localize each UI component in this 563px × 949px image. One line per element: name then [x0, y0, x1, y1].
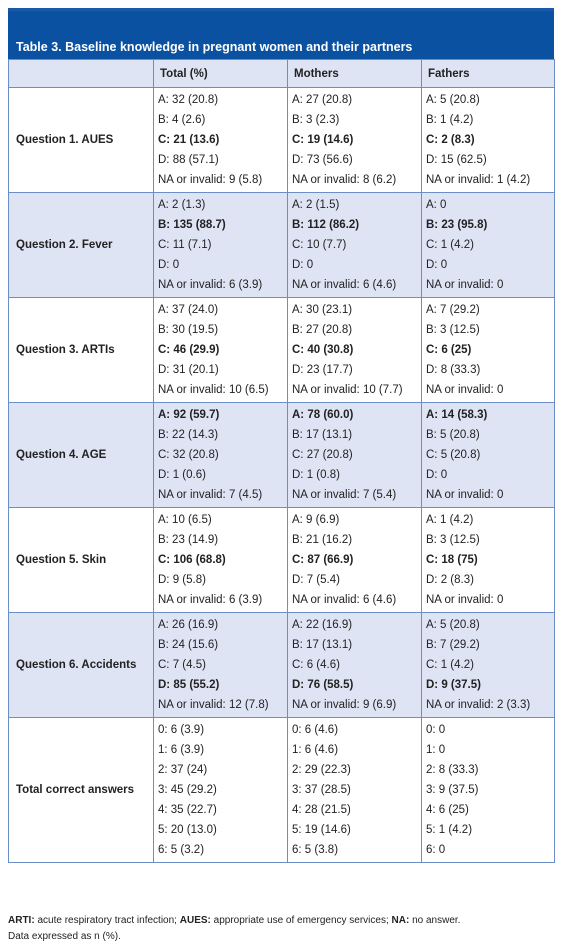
answer-value: NA or invalid: 9 (5.8)	[158, 174, 263, 186]
answer-value: NA or invalid: 0	[426, 279, 504, 291]
answer-value: A: 5 (20.8)	[426, 619, 480, 631]
cell-fathers	[422, 88, 555, 193]
answer-value: A: 7 (29.2)	[426, 304, 480, 316]
answer-value: A: 30 (23.1)	[292, 304, 353, 316]
answer-value: B: 3 (2.3)	[292, 114, 340, 126]
answer-value: NA or invalid: 12 (7.8)	[158, 699, 269, 711]
answer-value: NA or invalid: 7 (4.5)	[158, 489, 263, 501]
answer-value: 5: 1 (4.2)	[426, 824, 473, 836]
footnote-term: AUES:	[179, 915, 211, 926]
answer-value: 3: 37 (28.5)	[292, 784, 351, 796]
table-row	[9, 88, 555, 193]
answer-value: B: 4 (2.6)	[158, 114, 206, 126]
answer-value: 1: 0	[426, 744, 446, 756]
cell-total	[154, 88, 288, 193]
answer-value: D: 9 (5.8)	[158, 574, 206, 586]
table-footnote	[8, 913, 554, 945]
answer-value: C: 1 (4.2)	[426, 659, 474, 671]
answer-value: D: 2 (8.3)	[426, 574, 474, 586]
answer-value: 4: 35 (22.7)	[158, 804, 217, 816]
answer-value: B: 17 (13.1)	[292, 429, 353, 441]
correct-answer-value: C: 18 (75)	[426, 554, 478, 566]
answer-value: D: 0	[426, 469, 448, 481]
table-row	[9, 403, 555, 508]
answer-value: D: 73 (56.6)	[292, 154, 353, 166]
cell-fathers	[422, 403, 555, 508]
footnote-note: Data expressed as n (%).	[8, 931, 121, 942]
answer-value: 6: 0	[426, 844, 446, 856]
cell-mothers	[288, 403, 422, 508]
row-label: Question 4. AGE	[9, 403, 154, 508]
answer-value: 4: 6 (25)	[426, 804, 469, 816]
table-container	[8, 8, 554, 863]
cell-total	[154, 613, 288, 718]
correct-answer-value: C: 106 (68.8)	[158, 554, 226, 566]
answer-value: 0: 6 (4.6)	[292, 724, 339, 736]
answer-value: 5: 20 (13.0)	[158, 824, 217, 836]
cell-mothers	[288, 298, 422, 403]
correct-answer-value: C: 87 (66.9)	[292, 554, 354, 566]
correct-answer-value: A: 92 (59.7)	[158, 409, 220, 421]
answer-value: A: 9 (6.9)	[292, 514, 340, 526]
answer-value: NA or invalid: 6 (4.6)	[292, 279, 397, 291]
answer-value: A: 22 (16.9)	[292, 619, 353, 631]
footnote-term: NA:	[391, 915, 410, 926]
footnote-def: acute respiratory tract infection;	[34, 915, 180, 926]
table-title: Table 3. Baseline knowledge in pregnant women and their partners	[8, 11, 554, 59]
footnote-abbreviations	[8, 913, 554, 929]
answer-value: B: 30 (19.5)	[158, 324, 219, 336]
cell-total	[154, 403, 288, 508]
table-row	[9, 718, 555, 863]
footnote-def: no answer.	[409, 915, 461, 926]
answer-value: D: 0	[292, 259, 314, 271]
answer-value: 3: 9 (37.5)	[426, 784, 479, 796]
answer-value: B: 5 (20.8)	[426, 429, 480, 441]
table-row	[9, 193, 555, 298]
cell-mothers	[288, 613, 422, 718]
answer-value: B: 23 (14.9)	[158, 534, 219, 546]
correct-answer-value: C: 19 (14.6)	[292, 134, 354, 146]
cell-total	[154, 508, 288, 613]
cell-fathers	[422, 613, 555, 718]
answer-value: 1: 6 (4.6)	[292, 744, 339, 756]
answer-value: 6: 5 (3.2)	[158, 844, 205, 856]
correct-answer-value: D: 9 (37.5)	[426, 679, 481, 691]
cell-total	[154, 718, 288, 863]
answer-value: D: 31 (20.1)	[158, 364, 219, 376]
answer-value: NA or invalid: 10 (6.5)	[158, 384, 269, 396]
answer-value: NA or invalid: 0	[426, 489, 504, 501]
answer-value: B: 3 (12.5)	[426, 534, 480, 546]
answer-value: A: 27 (20.8)	[292, 94, 353, 106]
answer-value: A: 37 (24.0)	[158, 304, 219, 316]
correct-answer-value: C: 46 (29.9)	[158, 344, 220, 356]
answer-value: D: 23 (17.7)	[292, 364, 353, 376]
answer-value: NA or invalid: 0	[426, 384, 504, 396]
answer-value: B: 27 (20.8)	[292, 324, 353, 336]
answer-value: 2: 37 (24)	[158, 764, 208, 776]
answer-value: A: 10 (6.5)	[158, 514, 212, 526]
answer-value: 0: 6 (3.9)	[158, 724, 205, 736]
answer-value: D: 7 (5.4)	[292, 574, 340, 586]
answer-value: D: 1 (0.8)	[292, 469, 340, 481]
correct-answer-value: C: 40 (30.8)	[292, 344, 354, 356]
correct-answer-value: A: 14 (58.3)	[426, 409, 488, 421]
cell-total	[154, 193, 288, 298]
answer-value: B: 21 (16.2)	[292, 534, 353, 546]
answer-value: D: 88 (57.1)	[158, 154, 219, 166]
correct-answer-value: D: 85 (55.2)	[158, 679, 220, 691]
answer-value: C: 5 (20.8)	[426, 449, 481, 461]
header-mothers: Mothers	[288, 60, 422, 88]
answer-value: NA or invalid: 1 (4.2)	[426, 174, 531, 186]
answer-value: C: 32 (20.8)	[158, 449, 219, 461]
cell-fathers	[422, 718, 555, 863]
answer-value: NA or invalid: 6 (4.6)	[292, 594, 397, 606]
answer-value: 2: 29 (22.3)	[292, 764, 351, 776]
answer-value: D: 8 (33.3)	[426, 364, 481, 376]
cell-mothers	[288, 718, 422, 863]
correct-answer-value: B: 23 (95.8)	[426, 219, 488, 231]
correct-answer-value: C: 21 (13.6)	[158, 134, 220, 146]
answer-value: 5: 19 (14.6)	[292, 824, 351, 836]
answer-value: 0: 0	[426, 724, 446, 736]
header-fathers: Fathers	[422, 60, 555, 88]
answer-value: D: 0	[158, 259, 180, 271]
answer-value: D: 15 (62.5)	[426, 154, 487, 166]
answer-value: A: 0	[426, 199, 447, 211]
answer-value: B: 3 (12.5)	[426, 324, 480, 336]
table-row	[9, 298, 555, 403]
cell-fathers	[422, 193, 555, 298]
answer-value: A: 5 (20.8)	[426, 94, 480, 106]
answer-value: 6: 5 (3.8)	[292, 844, 339, 856]
correct-answer-value: C: 2 (8.3)	[426, 134, 475, 146]
knowledge-table	[8, 59, 555, 863]
answer-value: 2: 8 (33.3)	[426, 764, 479, 776]
correct-answer-value: B: 135 (88.7)	[158, 219, 226, 231]
answer-value: NA or invalid: 7 (5.4)	[292, 489, 397, 501]
answer-value: NA or invalid: 6 (3.9)	[158, 279, 263, 291]
table-row	[9, 613, 555, 718]
row-label: Question 6. Accidents	[9, 613, 154, 718]
row-label: Question 2. Fever	[9, 193, 154, 298]
answer-value: 1: 6 (3.9)	[158, 744, 205, 756]
answer-value: A: 32 (20.8)	[158, 94, 219, 106]
table-row	[9, 508, 555, 613]
footnote-term: ARTI:	[8, 915, 35, 926]
header-row	[9, 60, 555, 88]
answer-value: 4: 28 (21.5)	[292, 804, 351, 816]
footnote-def: appropriate use of emergency services;	[210, 915, 392, 926]
answer-value: C: 7 (4.5)	[158, 659, 206, 671]
row-label: Question 3. ARTIs	[9, 298, 154, 403]
answer-value: NA or invalid: 6 (3.9)	[158, 594, 263, 606]
header-total: Total (%)	[154, 60, 288, 88]
answer-value: B: 24 (15.6)	[158, 639, 219, 651]
answer-value: 3: 45 (29.2)	[158, 784, 217, 796]
answer-value: A: 1 (4.2)	[426, 514, 474, 526]
answer-value: C: 1 (4.2)	[426, 239, 474, 251]
cell-total	[154, 298, 288, 403]
correct-answer-value: A: 78 (60.0)	[292, 409, 354, 421]
correct-answer-value: B: 112 (86.2)	[292, 219, 360, 231]
answer-value: NA or invalid: 9 (6.9)	[292, 699, 397, 711]
answer-value: B: 7 (29.2)	[426, 639, 480, 651]
row-label: Question 5. Skin	[9, 508, 154, 613]
answer-value: NA or invalid: 8 (6.2)	[292, 174, 397, 186]
answer-value: A: 26 (16.9)	[158, 619, 219, 631]
answer-value: NA or invalid: 0	[426, 594, 504, 606]
header-empty	[9, 60, 154, 88]
row-label: Question 1. AUES	[9, 88, 154, 193]
answer-value: B: 17 (13.1)	[292, 639, 353, 651]
cell-mothers	[288, 193, 422, 298]
correct-answer-value: D: 76 (58.5)	[292, 679, 354, 691]
cell-mothers	[288, 508, 422, 613]
answer-value: A: 2 (1.3)	[158, 199, 206, 211]
correct-answer-value: C: 6 (25)	[426, 344, 472, 356]
cell-mothers	[288, 88, 422, 193]
answer-value: D: 0	[426, 259, 448, 271]
answer-value: B: 1 (4.2)	[426, 114, 474, 126]
cell-fathers	[422, 298, 555, 403]
answer-value: C: 10 (7.7)	[292, 239, 347, 251]
answer-value: C: 11 (7.1)	[158, 239, 212, 251]
answer-value: A: 2 (1.5)	[292, 199, 340, 211]
answer-value: NA or invalid: 10 (7.7)	[292, 384, 403, 396]
answer-value: C: 27 (20.8)	[292, 449, 353, 461]
answer-value: NA or invalid: 2 (3.3)	[426, 699, 531, 711]
row-label: Total correct answers	[9, 718, 154, 863]
answer-value: D: 1 (0.6)	[158, 469, 206, 481]
answer-value: B: 22 (14.3)	[158, 429, 219, 441]
cell-fathers	[422, 508, 555, 613]
answer-value: C: 6 (4.6)	[292, 659, 340, 671]
